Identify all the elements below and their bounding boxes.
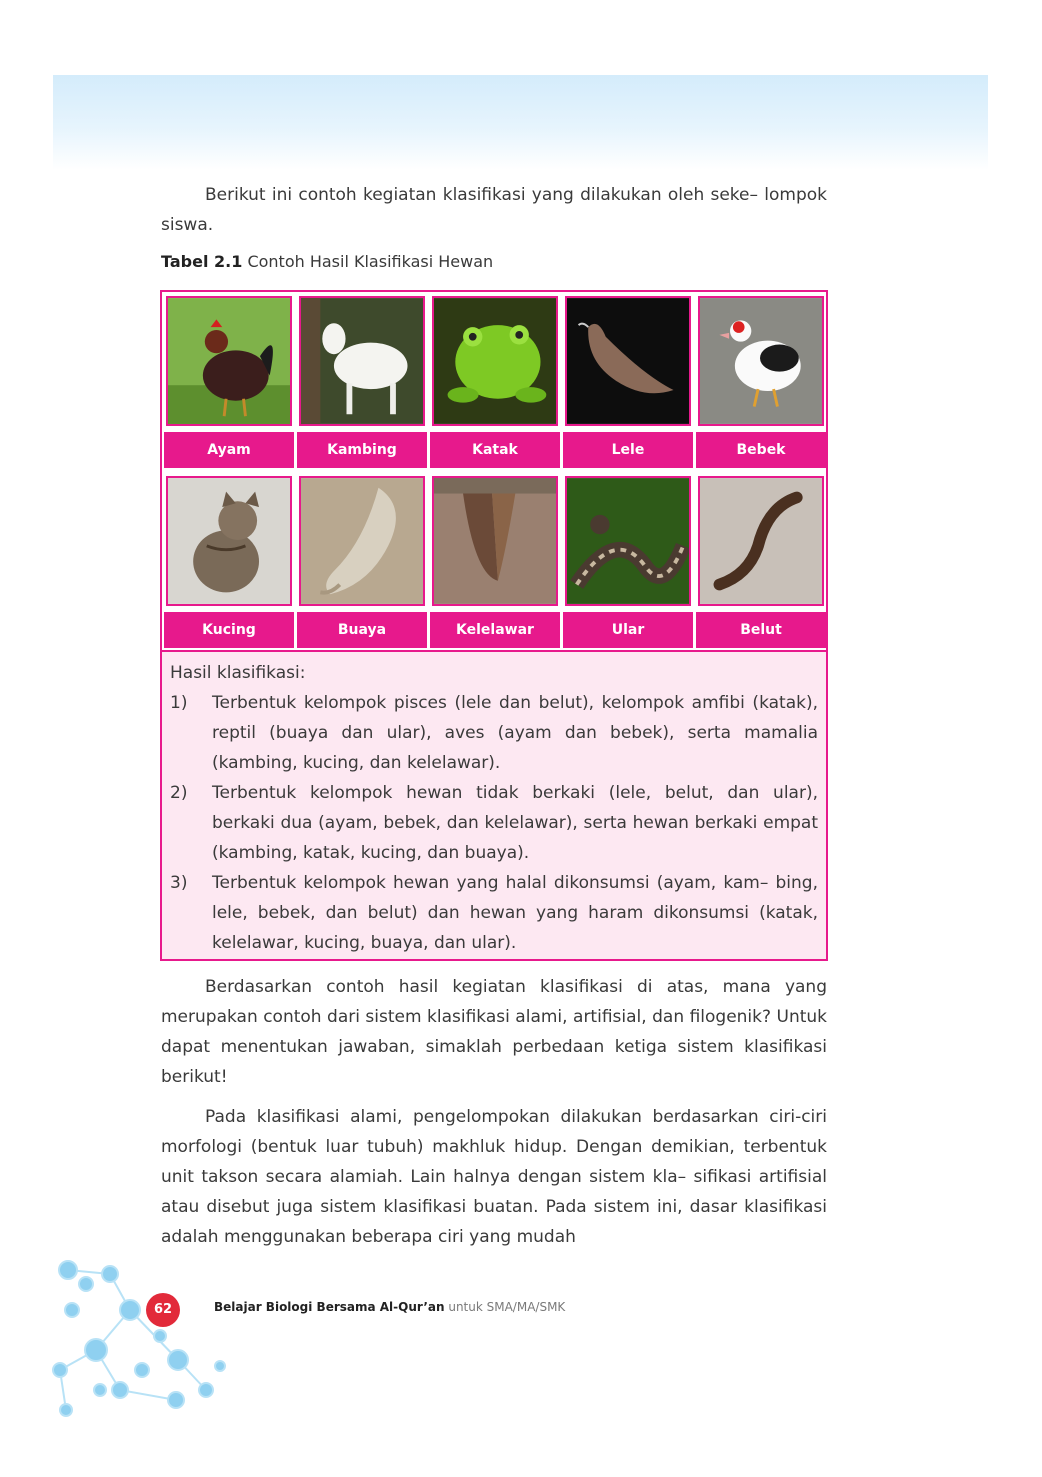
animal-label: Kucing [164,612,294,648]
result-title: Hasil klasifikasi: [170,663,306,683]
caption-label: Tabel 2.1 [161,252,243,271]
animal-label: Belut [696,612,826,648]
bat-photo [432,476,558,606]
animal-label: Ular [563,612,693,648]
caption-text: Contoh Hasil Klasifikasi Hewan [247,252,494,271]
frog-photo [432,296,558,426]
book-title [214,1300,565,1314]
duck-photo [698,296,824,426]
animal-label: Bebek [696,432,826,468]
animal-grid [162,292,826,650]
result-item-number: 2) [170,783,188,803]
result-item [170,868,818,958]
book-title-main: Belajar Biologi Bersama Al-Qur’an [214,1300,445,1314]
animal-label: Buaya [297,612,427,648]
rooster-photo [166,296,292,426]
catfish-photo [565,296,691,426]
header-band [53,75,988,170]
animal-label: Lele [563,432,693,468]
result-item-number: 1) [170,693,188,713]
result-item-text: Terbentuk kelompok hewan tidak berkaki (lele, belut, dan ular), berkaki dua (ayam, bebek, dan kelelawar), serta hewan berkaki empat (kambing, katak, kucing, dan buaya). [212,783,818,863]
snake-photo [565,476,691,606]
result-list [170,688,818,958]
intro-paragraph: Berikut ini contoh kegiatan klasifikasi yang dilakukan oleh seke– lompok siswa. [161,185,827,235]
result-item [170,688,818,778]
page-number: 62 [146,1293,180,1327]
table-caption [161,252,493,271]
animal-label: Kelelawar [430,612,560,648]
crocodile-photo [299,476,425,606]
result-item-text: Terbentuk kelompok pisces (lele dan belut), kelompok amfibi (katak), reptil (buaya dan ular), aves (ayam dan bebek), serta mamalia (kambing, kucing, dan kelelawar). [212,693,818,773]
paragraph-2: Berdasarkan contoh hasil kegiatan klasifikasi di atas, mana yang merupakan contoh dari sistem klasifikasi alami, artifisial, dan filogenik? Untuk dapat menentukan jawaban, simaklah perbedaan ketiga sistem klasifikasi berikut! [161,977,827,1087]
classification-result [162,650,826,959]
eel-photo [698,476,824,606]
classification-table [160,290,828,961]
animal-label: Kambing [297,432,427,468]
paragraph-3: Pada klasifikasi alami, pengelompokan dilakukan berdasarkan ciri-ciri morfologi (bentuk luar tubuh) makhluk hidup. Dengan demikian, terbentuk unit takson secara alamiah. Lain halnya dengan sistem kla– sifikasi artifisial atau disebut juga sistem klasifikasi buatan. Pada sistem ini, dasar klasifikasi adalah menggunakan beberapa ciri yang mudah [161,1107,827,1247]
result-item-number: 3) [170,873,188,893]
molecule-decoration-icon [0,1240,600,1477]
cat-photo [166,476,292,606]
book-title-suffix: untuk SMA/MA/SMK [448,1300,566,1314]
animal-label: Ayam [164,432,294,468]
result-item-text: Terbentuk kelompok hewan yang halal dikonsumsi (ayam, kam– bing, lele, bebek, dan belut) dan hewan yang haram dikonsumsi (katak, kelelawar, kucing, buaya, dan ular). [212,873,818,953]
animal-label: Katak [430,432,560,468]
result-item [170,778,818,868]
goat-photo [299,296,425,426]
